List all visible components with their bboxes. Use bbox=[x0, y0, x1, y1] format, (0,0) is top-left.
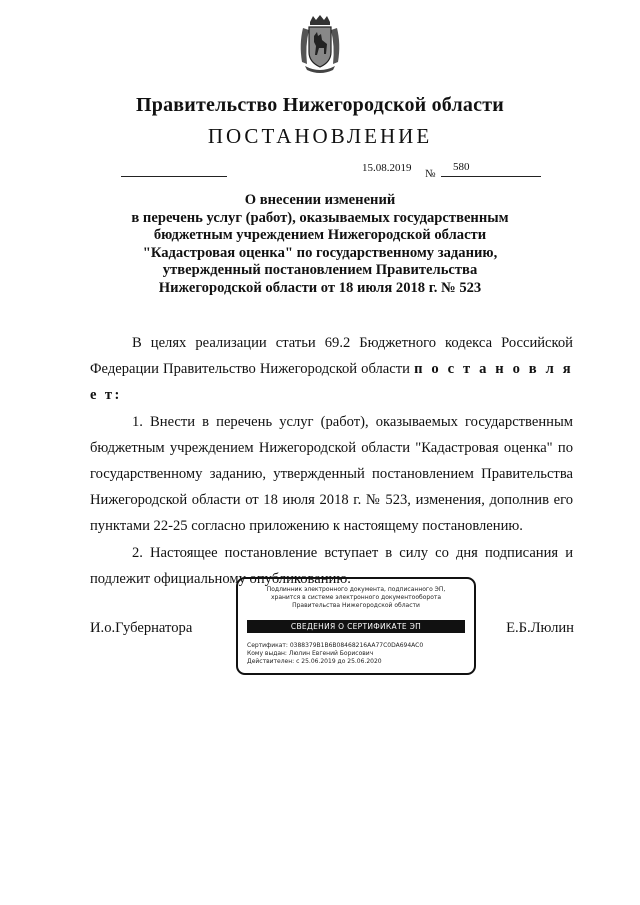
preamble-paragraph bbox=[90, 330, 573, 409]
stamp-line: хранится в системе электронного документооборота bbox=[270, 594, 442, 601]
heading-line: О внесении изменений bbox=[244, 192, 396, 208]
electronic-signature-stamp bbox=[236, 577, 476, 675]
document-heading bbox=[60, 192, 580, 298]
heading-line: бюджетным учреждением Нижегородской области bbox=[153, 227, 487, 244]
preamble-text: В целях реализации статьи 69.2 Бюджетного кодекса Российской Федерации Правительство Нижегородской области bbox=[90, 335, 573, 378]
heading-line: утвержденный постановлением Правительства bbox=[162, 262, 478, 279]
number-underline bbox=[441, 176, 541, 177]
decree-word: п о с т а н о в л я е т: bbox=[90, 361, 573, 404]
document-type: ПОСТАНОВЛЕНИЕ bbox=[207, 124, 433, 148]
number-sign: № bbox=[425, 168, 436, 180]
government-title: Правительство Нижегородской области bbox=[136, 94, 504, 116]
stamp-header bbox=[242, 586, 470, 610]
signer-name: Е.Б.Люлин bbox=[506, 620, 574, 636]
certificate-id: Сертификат: 0388379B1B6B08468216AA77C0DA694AC0 bbox=[247, 642, 424, 649]
certificate-owner: Кому выдан: Люлин Евгений Борисович bbox=[247, 650, 374, 657]
item-2-paragraph: 2. Настоящее постановление вступает в силу со дня подписания и подлежит официальному опубликованию. bbox=[90, 544, 573, 587]
certificate-band: СВЕДЕНИЯ О СЕРТИФИКАТЕ ЭП bbox=[247, 620, 465, 633]
item-1-paragraph: 1. Внести в перечень услуг (работ), оказываемых государственным бюджетным учреждением Нижегородской области "Кадастровая оценка" по государственному заданию, утвержденный постановлением Правительства Нижегородской области от 18 июля 2018 г. № 523, изменения, дополнив его пунктами 22-25 согласно приложению к настоящему постановлению. bbox=[90, 413, 573, 535]
heading-line: Нижегородской области от 18 июля 2018 г. № 523 bbox=[158, 279, 482, 296]
stamp-line: Правительства Нижегородской области bbox=[292, 602, 420, 609]
heading-line: "Кадастровая оценка" по государственному заданию, bbox=[142, 244, 498, 261]
stamp-line: Подлинник электронного документа, подписанного ЭП, bbox=[266, 586, 446, 593]
document-date: 15.08.2019 bbox=[362, 162, 412, 174]
document-body bbox=[90, 330, 573, 592]
certificate-validity: Действителен: с 25.06.2019 до 25.06.2020 bbox=[247, 658, 382, 665]
signer-title: И.о.Губернатора bbox=[90, 620, 193, 636]
heading-line: в перечень услуг (работ), оказываемых государственным bbox=[131, 209, 509, 226]
document-number: 580 bbox=[453, 161, 470, 173]
coat-of-arms-icon bbox=[297, 14, 343, 74]
certificate-info bbox=[247, 642, 423, 666]
date-underline-left bbox=[121, 176, 227, 177]
